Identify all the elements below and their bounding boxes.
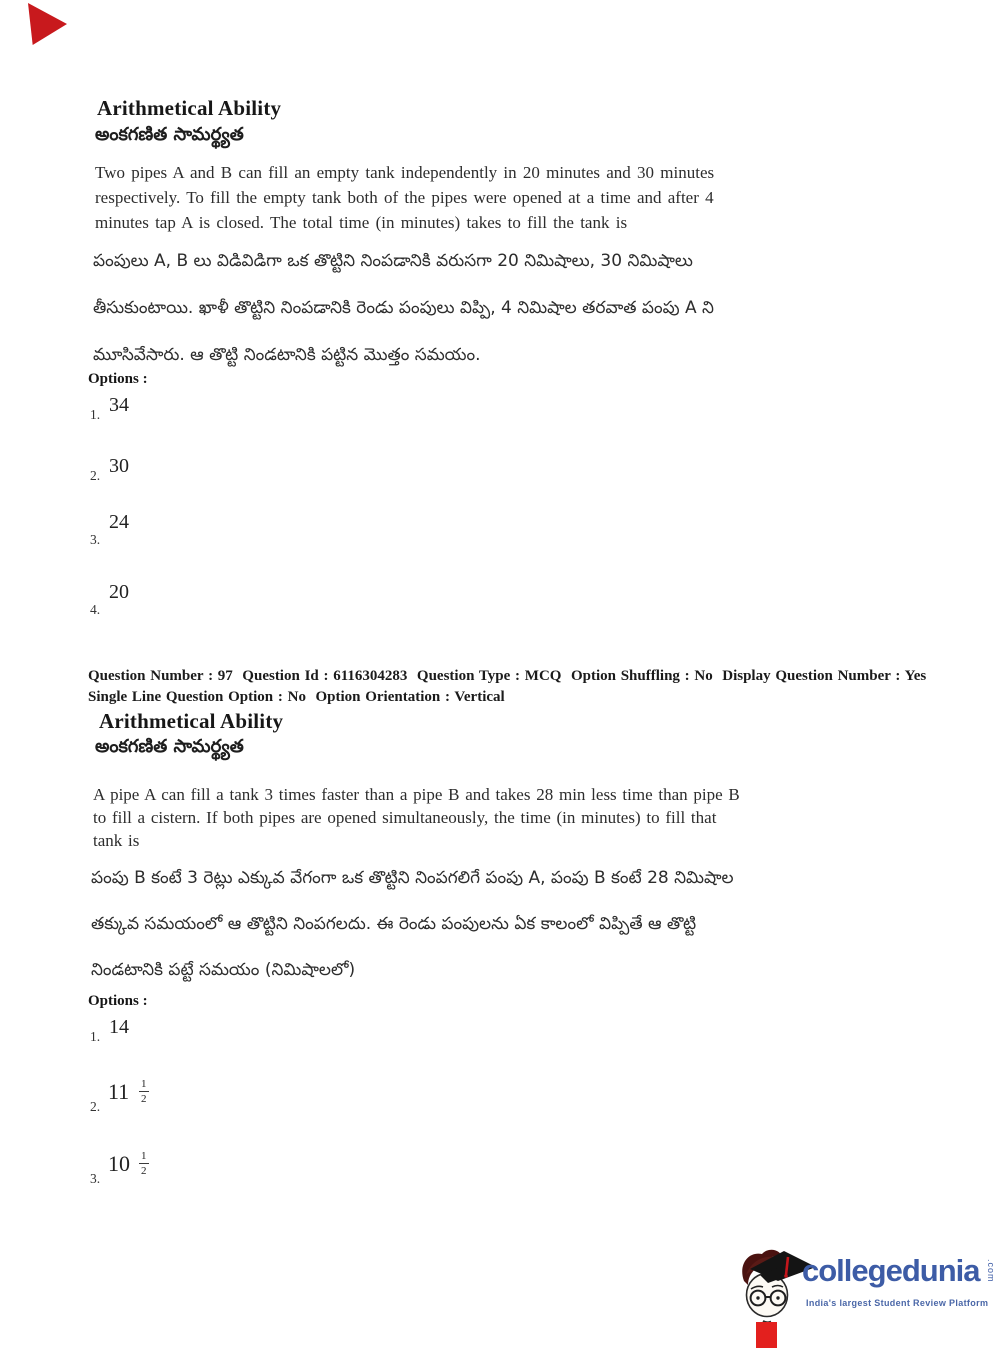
fraction-denominator: 2 bbox=[141, 1164, 147, 1177]
brand-suffix: .com bbox=[986, 1259, 996, 1283]
option-value: 30 bbox=[109, 455, 129, 477]
fraction-numerator: 1 bbox=[141, 1078, 147, 1090]
question-line: tank is bbox=[93, 831, 140, 850]
section-title-q2: Arithmetical Ability bbox=[99, 709, 284, 733]
option-value: 24 bbox=[109, 511, 129, 533]
brand-wordmark: collegedunia bbox=[802, 1253, 980, 1288]
option-number: 4. bbox=[90, 602, 101, 617]
section-title-q1: Arithmetical Ability bbox=[97, 96, 282, 120]
question-line: తీసుకుంటాయి. ఖాళీ తొట్టిని నింపడానికి రెండు పంపులు విప్పి, 4 నిమిషాల తరవాత పంపు A ని bbox=[93, 298, 714, 318]
question-metadata-line1: Question Number : 97 Question Id : 6116304283 Question Type : MCQ Option Shuffling : No Display Question Number : Yes bbox=[88, 668, 927, 684]
option-row-q1-2 bbox=[88, 455, 308, 499]
question-line: మూసివేసారు. ఆ తొట్టి నిండటానికి పట్టిన మొత్తం సమయం. bbox=[93, 345, 481, 365]
red-bottom-watermark-icon bbox=[756, 1322, 777, 1348]
option-number: 1. bbox=[90, 407, 101, 422]
question-text-telugu-q2 bbox=[91, 855, 734, 993]
option-row-q2-3 bbox=[88, 1151, 308, 1195]
option-value-whole: 10 bbox=[108, 1151, 130, 1176]
question-line: A pipe A can fill a tank 3 times faster than a pipe B and takes 28 min less time than pipe B bbox=[93, 785, 740, 804]
brand-tagline: India's largest Student Review Platform bbox=[806, 1298, 989, 1308]
option-row-q1-1 bbox=[88, 394, 308, 438]
option-value-fraction bbox=[139, 1150, 149, 1177]
question-line: respectively. To fill the empty tank both of the pipes were opened at a time and after 4 bbox=[95, 188, 714, 207]
question-line: minutes tap A is closed. The total time (in minutes) takes to fill the tank is bbox=[95, 213, 628, 232]
option-number: 2. bbox=[90, 468, 101, 483]
question-line: తక్కువ సమయంలో ఆ తొట్టిని నింపగలదు. ఈ రెండు పంపులను ఏక కాలంలో విప్పితే ఆ తొట్టి bbox=[91, 914, 697, 934]
options-label-q1: Options : bbox=[88, 371, 148, 387]
fraction-numerator: 1 bbox=[141, 1150, 147, 1162]
collegedunia-logo bbox=[736, 1245, 1001, 1327]
question-metadata bbox=[88, 666, 926, 708]
option-row-q2-2 bbox=[88, 1079, 308, 1123]
question-line: పంపు B కంటే 3 రెట్లు ఎక్కువ వేగంగా ఒక తొట్టిని నింపగలిగే పంపు A, పంపు B కంటే 28 నిమిషాల bbox=[91, 868, 734, 888]
fraction-denominator: 2 bbox=[141, 1092, 147, 1105]
question-line: నిండటానికి పట్టే సమయం (నిమిషాలలో) bbox=[91, 960, 356, 980]
option-row-q2-1 bbox=[88, 1016, 308, 1060]
question-metadata-line2: Single Line Question Option : No Option Orientation : Vertical bbox=[88, 689, 505, 705]
red-corner-watermark-icon bbox=[28, 3, 67, 45]
option-row-q1-3 bbox=[88, 511, 308, 555]
question-text-english-q1 bbox=[95, 160, 714, 235]
question-line: పంపులు A, B లు విడివిడిగా ఒక తొట్టిని నింపడానికి వరుసగా 20 నిమిషాలు, 30 నిమిషాలు bbox=[93, 251, 693, 271]
options-label-q2: Options : bbox=[88, 993, 148, 1009]
option-row-q1-4 bbox=[88, 581, 308, 625]
option-number: 3. bbox=[90, 532, 101, 547]
option-value-whole: 11 bbox=[108, 1079, 130, 1104]
section-title-telugu-q2: అంకగణిత సామర్థ్యత bbox=[95, 736, 244, 757]
question-text-english-q2 bbox=[93, 783, 740, 852]
section-title-telugu-q1: అంకగణిత సామర్థ్యత bbox=[95, 124, 244, 145]
option-value: 14 bbox=[109, 1016, 129, 1038]
question-line: Two pipes A and B can fill an empty tank independently in 20 minutes and 30 minutes bbox=[95, 163, 715, 182]
question-text-telugu-q1 bbox=[93, 238, 714, 379]
option-value-fraction bbox=[139, 1078, 149, 1105]
option-value: 20 bbox=[109, 581, 129, 603]
option-number: 2. bbox=[90, 1099, 101, 1114]
option-number: 3. bbox=[90, 1171, 101, 1186]
question-line: to fill a cistern. If both pipes are opened simultaneously, the time (in minutes) to fill that bbox=[93, 808, 717, 827]
option-number: 1. bbox=[90, 1029, 101, 1044]
option-value: 34 bbox=[109, 394, 129, 416]
